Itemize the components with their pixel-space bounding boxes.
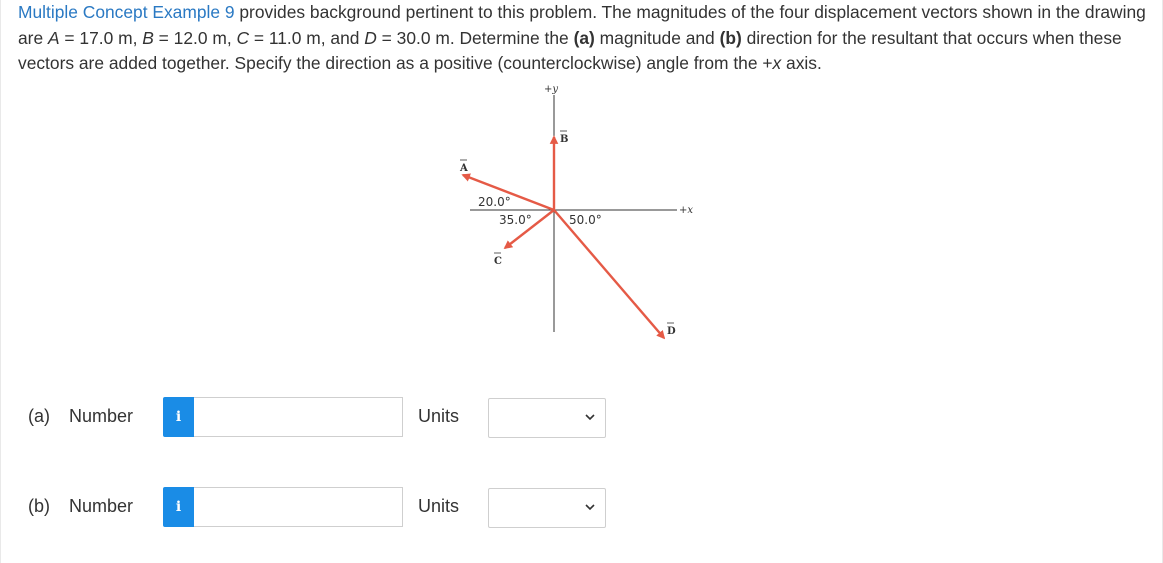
units-label: Units — [418, 406, 460, 426]
info-icon: i — [175, 409, 182, 425]
angle-a-label: 20.0° — [478, 195, 511, 209]
question-text-part: = 12.0 m, — [153, 27, 237, 48]
vector-a-label — [459, 160, 468, 174]
part-a-marker: (a) — [573, 27, 595, 48]
variable-d: D — [364, 27, 377, 48]
left-border — [0, 0, 1, 563]
svg-text:B: B — [560, 134, 569, 145]
question-text-part: = 17.0 m, — [59, 27, 143, 48]
info-button[interactable] — [163, 397, 194, 437]
info-icon: i — [175, 499, 182, 515]
info-button[interactable] — [163, 487, 194, 527]
question-text-part: axis. — [781, 53, 822, 73]
svg-text:A: A — [460, 163, 468, 174]
chevron-down-icon — [584, 411, 596, 423]
variable-a: A — [47, 27, 60, 48]
vector-d-label — [667, 323, 676, 337]
question-text-part: provides background pertinent to this problem. The magnitudes of the four displacement vectors shown in the drawing are — [18, 2, 1146, 48]
vector-d-arrow — [554, 210, 664, 338]
question-text — [18, 0, 1153, 77]
part-b-marker: (b) — [719, 27, 742, 48]
number-input-b[interactable] — [194, 487, 403, 527]
svg-text:D: D — [667, 326, 676, 337]
vector-b-label — [560, 131, 568, 145]
answer-row-a — [28, 397, 668, 437]
svg-text:C: C — [494, 256, 502, 267]
question-text-part: = 11.0 m, and — [249, 27, 365, 48]
number-label: Number — [69, 406, 134, 426]
y-axis-label: +y — [544, 84, 559, 95]
number-input-a[interactable] — [194, 397, 403, 437]
question-text-part: = 30.0 m. Determine the — [376, 27, 574, 48]
units-dropdown-a[interactable] — [488, 398, 606, 438]
vector-diagram — [440, 80, 720, 345]
vector-diagram-svg — [440, 80, 720, 345]
x-axis-label: +x — [679, 205, 694, 216]
variable-b: B — [142, 27, 154, 48]
question-text-part: direction for the resultant that occurs when these vectors are added together. Specify the direction as a positive (counterclockwise) angle from the + — [18, 27, 1122, 73]
variable-c: C — [236, 27, 250, 48]
part-label: (a) — [28, 406, 50, 426]
answer-row-b — [28, 487, 668, 527]
number-label: Number — [69, 496, 134, 516]
part-label: (b) — [28, 496, 50, 516]
question-text-part: magnitude and — [594, 27, 720, 48]
vector-c-label — [494, 253, 502, 267]
units-label: Units — [418, 496, 460, 516]
chevron-down-icon — [584, 501, 596, 513]
units-dropdown-b[interactable] — [488, 488, 606, 528]
multiple-concept-example-link[interactable]: Multiple Concept Example 9 — [18, 2, 235, 22]
angle-c-label: 35.0° — [499, 213, 532, 227]
angle-d-label: 50.0° — [569, 213, 602, 227]
variable-x: x — [772, 53, 782, 73]
